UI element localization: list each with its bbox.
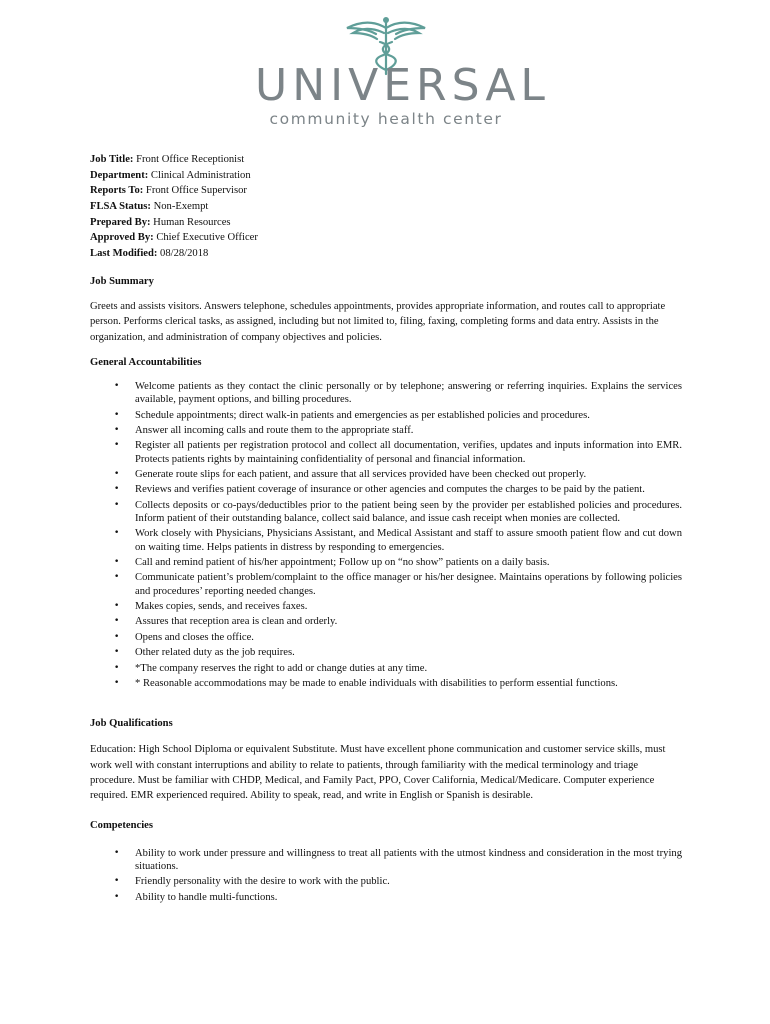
job-summary-text: Greets and assists visitors. Answers telephone, schedules appointments, provides appropriate information, and routes call to appropriate person. Performs clerical tasks, as assigned, including but not limited to, filing, faxing, completing forms and data entry. Assists in the organization, and administration of company objectives and policies. (90, 300, 666, 343)
list-item: • Welcome patients as they contact the clinic personally or by telephone; answering or referring inquiries. Explains the services available, payment options, and billing procedures. (90, 380, 682, 406)
competencies-section (90, 818, 682, 904)
list-item: • *The company reserves the right to add or change duties at any time. (90, 662, 682, 675)
job-description (90, 152, 682, 906)
accountabilities-section (90, 355, 682, 690)
job-summary-heading: Job Summary (90, 275, 154, 287)
competencies-list (90, 847, 682, 904)
list-item: • Ability to handle multi-functions. (90, 891, 682, 904)
qualifications-heading: Job Qualifications (90, 718, 173, 730)
list-item: • Assures that reception area is clean and orderly. (90, 615, 682, 628)
job-meta (90, 152, 682, 262)
logo-tagline: community health center (269, 110, 503, 128)
list-item: • Schedule appointments; direct walk-in patients and emergencies as per established policies and procedures. (90, 409, 682, 422)
meta-prepared-by: Prepared By: Human Resources (90, 216, 231, 228)
accountabilities-heading: General Accountabilities (90, 357, 202, 369)
list-item: • Reviews and verifies patient coverage of insurance or other agencies and computes the charges to be paid by the patient. (90, 483, 682, 496)
qualifications-section (90, 716, 682, 804)
list-item: • * Reasonable accommodations may be made to enable individuals with disabilities to perform essential functions. (90, 677, 682, 690)
list-item: • Opens and closes the office. (90, 631, 682, 644)
list-item: • Ability to work under pressure and willingness to treat all patients with the utmost kindness and consideration in the most trying situations. (90, 847, 682, 873)
list-item: • Generate route slips for each patient, and assure that all services provided have been checked out properly. (90, 468, 682, 481)
job-summary-section (90, 274, 682, 345)
meta-approved-by: Approved By: Chief Executive Officer (90, 232, 258, 244)
meta-flsa-status: FLSA Status: Non-Exempt (90, 201, 209, 213)
list-item: • Friendly personality with the desire to work with the public. (90, 875, 682, 888)
qualifications-text: Education: High School Diploma or equivalent Substitute. Must have excellent phone communication and customer service skills, must work well with constant interruptions and ability to relate to patients, through familiarity with the medical terminology and triage procedure. Must be familiar with CHDP, Medical, and Family Pact, PPO, Cover California, Medical/Medicare. Computer experience required. EMR experienced required. Ability to speak, read, and write in English or Spanish is desirable. (90, 744, 666, 802)
list-item: • Makes copies, sends, and receives faxes. (90, 600, 682, 613)
meta-job-title: Job Title: Front Office Receptionist (90, 154, 245, 165)
list-item: • Collects deposits or co-pays/deductibles prior to the patient being seen by the provider per established policies and procedures. Inform patient of their outstanding balance, collect said balance, and issue cash receipt when monies are collected. (90, 499, 682, 525)
organization-logo (255, 14, 550, 128)
meta-reports-to: Reports To: Front Office Supervisor (90, 185, 247, 197)
accountabilities-list (90, 380, 682, 690)
meta-department: Department: Clinical Administration (90, 169, 251, 181)
meta-last-modified: Last Modified: 08/28/2018 (90, 248, 209, 260)
logo-wordmark: UNIVERSAL (255, 60, 550, 111)
list-item: • Answer all incoming calls and route them to the appropriate staff. (90, 424, 682, 437)
list-item: • Call and remind patient of his/her appointment; Follow up on “no show” patients on a daily basis. (90, 556, 682, 569)
list-item: • Register all patients per registration protocol and collect all documentation, verifies, updates and inputs information into EMR. Protects patients rights by maintaining confidentiality of personal and financial information. (90, 439, 682, 465)
competencies-heading: Competencies (90, 819, 153, 831)
list-item: • Other related duty as the job requires. (90, 646, 682, 659)
list-item: • Communicate patient’s problem/complaint to the office manager or his/her designee. Maintains operations by following policies and procedures’ reporting needed changes. (90, 571, 682, 597)
list-item: • Work closely with Physicians, Physicians Assistant, and Medical Assistant and staff to assure smooth patient flow and cut down on waiting time. Helps patients in distress by responding to emergencies. (90, 527, 682, 553)
